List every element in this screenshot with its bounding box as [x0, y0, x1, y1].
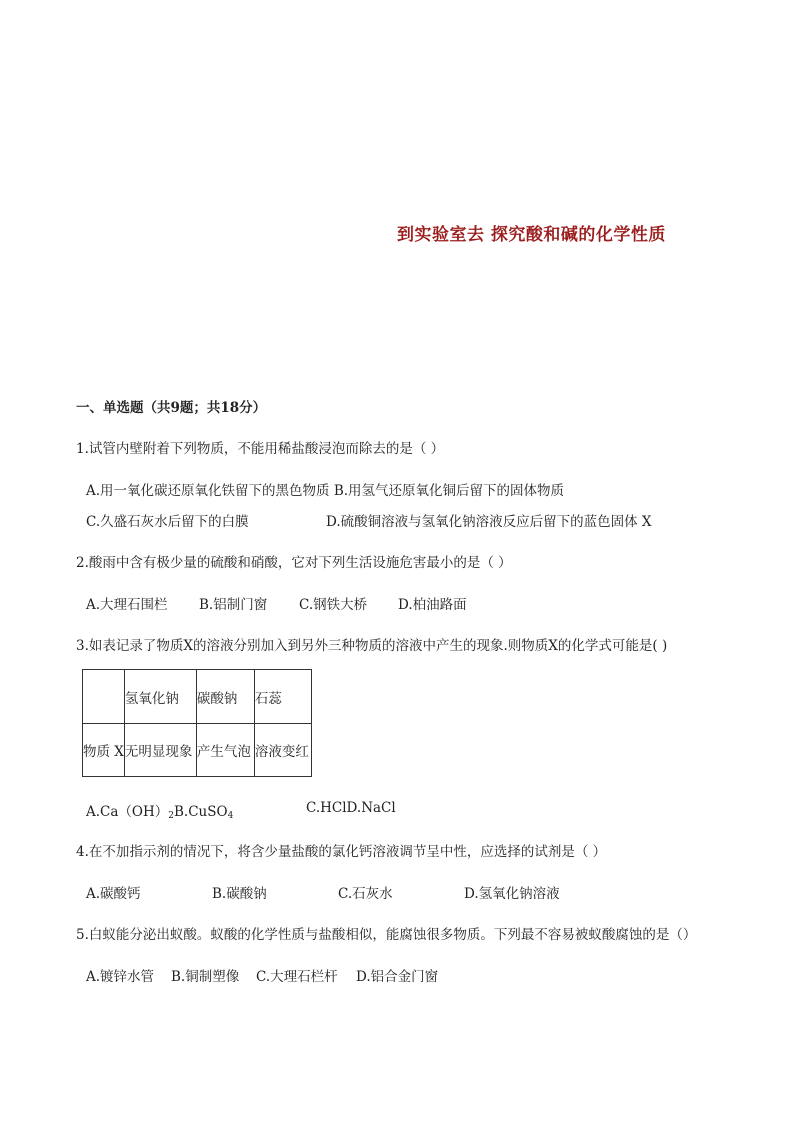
question-1-option-c: C.久盛石灰水后留下的白膜	[86, 514, 249, 530]
question-2-stem: 2.酸雨中含有极少量的硫酸和硝酸，它对下列生活设施危害最小的是（ ）	[76, 555, 512, 571]
question-2-option-a: A.大理石围栏	[86, 597, 168, 613]
question-1-stem: 1.试管内壁附着下列物质，不能用稀盐酸浸泡而除去的是（ ）	[76, 441, 445, 457]
table-cell: 溶液变红	[254, 724, 311, 777]
question-2-option-c: C.钢铁大桥	[299, 597, 368, 613]
option-b-text: B.CuSO	[174, 804, 228, 820]
table-cell: 碳酸钠	[196, 670, 254, 724]
table-cell: 产生气泡	[196, 724, 254, 777]
table-cell: 氢氧化钠	[124, 670, 196, 724]
table-cell: 石蕊	[254, 670, 311, 724]
table-row	[83, 724, 312, 777]
question-2-option-b: B.铝制门窗	[199, 597, 268, 613]
question-5-option-a: A.镀锌水管	[86, 969, 155, 985]
question-4-option-a: A.碳酸钙	[86, 886, 141, 902]
table-cell: 物质 X	[83, 724, 125, 777]
question-3-options-ab	[86, 800, 233, 821]
question-4-option-b: B.碳酸钠	[212, 886, 267, 902]
table-cell: 无明显现象	[124, 724, 196, 777]
question-5-option-c: C.大理石栏杆	[256, 969, 338, 985]
question-5-stem: 5.白蚁能分泌出蚁酸。蚁酸的化学性质与盐酸相似，能腐蚀很多物质。下列最不容易被蚁酸腐蚀的是（）	[76, 927, 697, 943]
question-3-table	[82, 669, 312, 777]
question-3-stem: 3.如表记录了物质X的溶液分别加入到另外三种物质的溶液中产生的现象.则物质X的化学式可能是( )	[76, 638, 668, 654]
option-a-text: A.Ca（OH）	[86, 804, 169, 820]
question-1-option-d: D.硫酸铜溶液与氢氧化钠溶液反应后留下的蓝色固体 X	[326, 514, 652, 530]
question-5-option-b: B.铜制塑像	[171, 969, 240, 985]
question-4-stem: 4.在不加指示剂的情况下，将含少量盐酸的氯化钙溶液调节呈中性，应选择的试剂是（ ）	[76, 844, 607, 860]
question-2-option-d: D.柏油路面	[398, 597, 467, 613]
question-4-option-d: D.氢氧化钠溶液	[464, 886, 560, 902]
section-heading: 一、单选题（共9题；共18分）	[76, 400, 267, 416]
option-a-subscript: 2	[168, 811, 174, 821]
question-5-option-d: D.铝合金门窗	[356, 969, 439, 985]
question-1-options-line1: A.用一氧化碳还原氧化铁留下的黑色物质 B.用氢气还原氧化铜后留下的固体物质	[86, 483, 565, 499]
page-title: 到实验室去 探究酸和碱的化学性质	[397, 225, 666, 245]
table-cell	[83, 670, 125, 724]
option-b-subscript: 4	[227, 811, 234, 821]
question-3-options-cd: C.HClD.NaCl	[306, 800, 396, 816]
table-header-row	[83, 670, 312, 724]
question-4-option-c: C.石灰水	[338, 886, 393, 902]
